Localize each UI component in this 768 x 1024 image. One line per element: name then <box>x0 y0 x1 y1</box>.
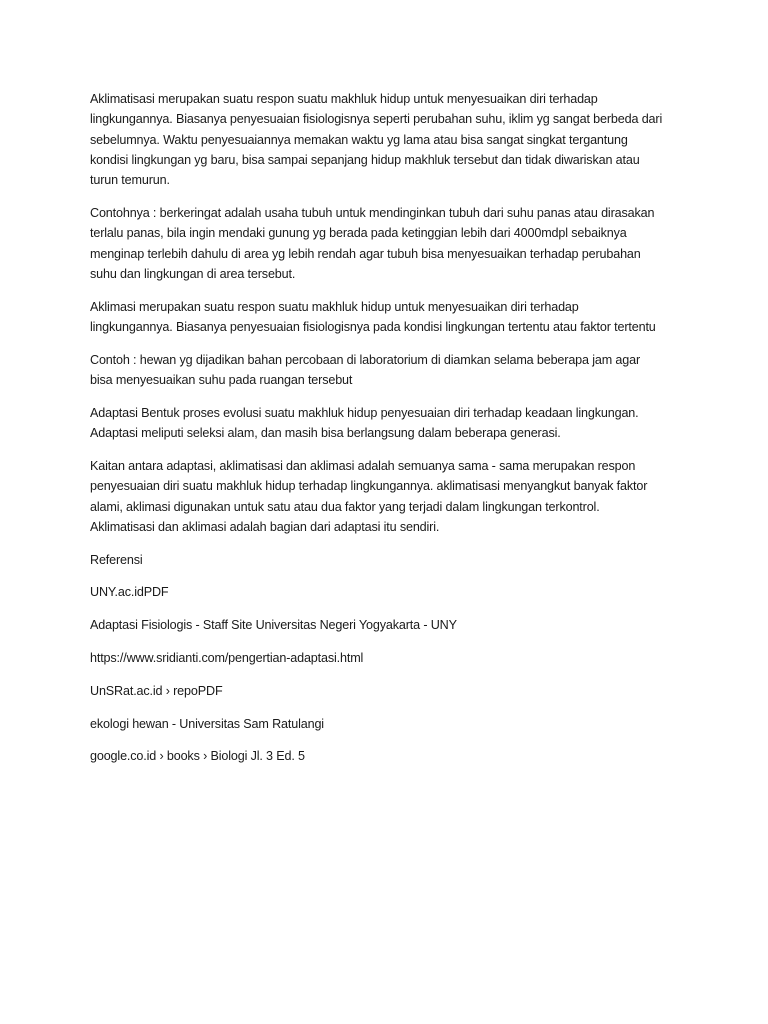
reference-item: Adaptasi Fisiologis - Staff Site Universitas Negeri Yogyakarta - UNY <box>90 618 457 633</box>
paragraph-line: Contoh : hewan yg dijadikan bahan percobaan di laboratorium di diamkan selama beberapa jam agar <box>90 352 641 367</box>
paragraph-line: Adaptasi Bentuk proses evolusi suatu makhluk hidup penyesuaian diri terhadap keadaan lingkungan. <box>90 405 639 420</box>
paragraph-line: Contohnya : berkeringat adalah usaha tubuh untuk mendinginkan tubuh dari suhu panas atau dirasakan <box>90 205 655 220</box>
paragraph-line: Kaitan antara adaptasi, aklimatisasi dan aklimasi adalah semuanya sama - sama merupakan respon <box>90 458 636 473</box>
paragraph-aklimatisasi <box>90 89 690 190</box>
paragraph-line: terlalu panas, bila ingin mendaki gunung yg berada pada ketinggian lebih dari 4000mdpl sebaiknya <box>90 226 627 241</box>
reference-item: ekologi hewan - Universitas Sam Ratulangi <box>90 716 324 731</box>
reference-item: UnSRat.ac.id › repoPDF <box>90 683 223 698</box>
paragraph-line: turun temurun. <box>90 173 170 188</box>
paragraph-line: Aklimatisasi dan aklimasi adalah bagian dari adaptasi itu sendiri. <box>90 519 440 534</box>
paragraph-line: menginap terlebih dahulu di area yg lebih rendah agar tubuh bisa menyesuaikan terhadap perubahan <box>90 246 641 261</box>
paragraph-line: Aklimasi merupakan suatu respon suatu makhluk hidup untuk menyesuaikan diri terhadap <box>90 299 579 314</box>
paragraph-line: kondisi lingkungan yg baru, bisa sampai sepanjang hidup makhluk tersebut dan tidak diwariskan atau <box>90 152 640 167</box>
references-heading: Referensi <box>90 552 143 567</box>
paragraph-contohnya <box>90 203 690 284</box>
document-body <box>90 89 690 779</box>
paragraph-line: lingkungannya. Biasanya penyesuaian fisiologisnya seperti perubahan suhu, iklim yg sangat berbeda dari <box>90 112 663 127</box>
paragraph-line: Adaptasi meliputi seleksi alam, dan masih bisa berlangsung dalam beberapa generasi. <box>90 426 561 441</box>
paragraph-contoh <box>90 350 690 391</box>
paragraph-line: alami, aklimasi digunakan untuk satu atau dua faktor yang terjadi dalam lingkungan terkontrol. <box>90 499 600 514</box>
reference-item: google.co.id › books › Biologi Jl. 3 Ed. 5 <box>90 749 305 764</box>
paragraph-kaitan <box>90 456 690 537</box>
paragraph-line: lingkungannya. Biasanya penyesuaian fisiologisnya pada kondisi lingkungan tertentu atau faktor tertentu <box>90 319 656 334</box>
paragraph-adaptasi <box>90 403 690 444</box>
paragraph-line: suhu dan lingkungan di area tersebut. <box>90 266 296 281</box>
reference-url: https://www.sridianti.com/pengertian-adaptasi.html <box>90 651 364 666</box>
paragraph-line: penyesuaian diri suatu makhluk hidup terhadap lingkungannya. aklimatisasi menyangkut banyak faktor <box>90 479 648 494</box>
paragraph-line: sebelumnya. Waktu penyesuaiannya memakan waktu yg lama atau bisa sangat singkat tergantung <box>90 132 628 147</box>
paragraph-line: bisa menyesuaikan suhu pada ruangan tersebut <box>90 373 353 388</box>
reference-item: UNY.ac.idPDF <box>90 585 169 600</box>
paragraph-aklimasi <box>90 297 690 338</box>
paragraph-line: Aklimatisasi merupakan suatu respon suatu makhluk hidup untuk menyesuaikan diri terhadap <box>90 92 598 106</box>
